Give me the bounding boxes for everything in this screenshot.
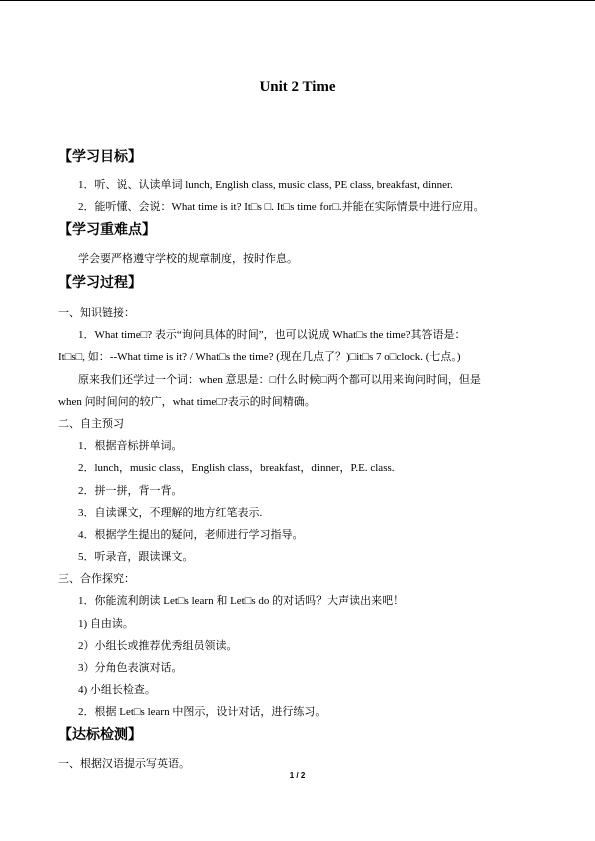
list-item: 1．根据音标拼单词。 bbox=[78, 440, 183, 452]
section-1-para-1-line-1: 1．What time□? 表示“询问具体的时间”，也可以说成 What□s the time?其答语是： bbox=[78, 329, 466, 341]
section-2-title: 二、自主预习 bbox=[58, 418, 124, 430]
section-1-para-1-line-2: It□s□, 如：--What time is it? / What□s the time? (现在几点了？)□it□s 7 o□clock. (七点。) bbox=[58, 351, 461, 363]
list-item: 3．自读课文，不理解的地方红笔表示. bbox=[78, 507, 263, 519]
heading-key-points: 【学习重难点】 bbox=[58, 222, 156, 238]
top-rule bbox=[0, 0, 595, 1]
key-points-text: 学会要严格遵守学校的规章制度，按时作息。 bbox=[78, 253, 298, 265]
section-1-para-2-line-2: when 问时间问的较广，what time□?表示的时间精确。 bbox=[58, 396, 316, 408]
list-item: 2．根据 Let□s learn 中图示，设计对话，进行练习。 bbox=[78, 706, 327, 718]
list-item: 2．拼一拼，背一背。 bbox=[78, 485, 183, 497]
page-title: Unit 2 Time bbox=[259, 79, 336, 95]
list-item: 2．lunch，music class，English class，breakfast，dinner，P.E. class. bbox=[78, 462, 395, 474]
heading-test: 【达标检测】 bbox=[58, 727, 142, 743]
page-number: 1 / 2 bbox=[289, 771, 306, 780]
list-item: 1．你能流利朗读 Let□s learn 和 Let□s do 的对话吗？大声读出来吧！ bbox=[78, 595, 405, 607]
section-3-title: 三、合作探究： bbox=[58, 573, 135, 585]
heading-goals: 【学习目标】 bbox=[58, 149, 142, 165]
list-item: 4．根据学生提出的疑问，老师进行学习指导。 bbox=[78, 529, 304, 541]
section-1-para-2-line-1: 原来我们还学过一个词：when 意思是：□什么时候□两个都可以用来询问时间，但是 bbox=[78, 374, 481, 386]
goal-item-1: 1．听、说、认读单词 lunch, English class, music class, PE class, breakfast, dinner. bbox=[78, 179, 453, 191]
list-item: 4) 小组长检查。 bbox=[78, 684, 156, 696]
list-item: 1) 自由读。 bbox=[78, 618, 134, 630]
list-item: 5．听录音，跟读课文。 bbox=[78, 551, 194, 563]
list-item: 3）分角色表演对话。 bbox=[78, 662, 183, 674]
test-section-1-title: 一、根据汉语提示写英语。 bbox=[58, 758, 190, 770]
list-item: 2）小组长或推荐优秀组员领读。 bbox=[78, 640, 238, 652]
heading-process: 【学习过程】 bbox=[58, 275, 142, 291]
goal-item-2: 2．能听懂、会说：What time is it? It□s □. It□s time for□.并能在实际情景中进行应用。 bbox=[78, 201, 485, 213]
section-1-title: 一、知识链接： bbox=[58, 307, 135, 319]
